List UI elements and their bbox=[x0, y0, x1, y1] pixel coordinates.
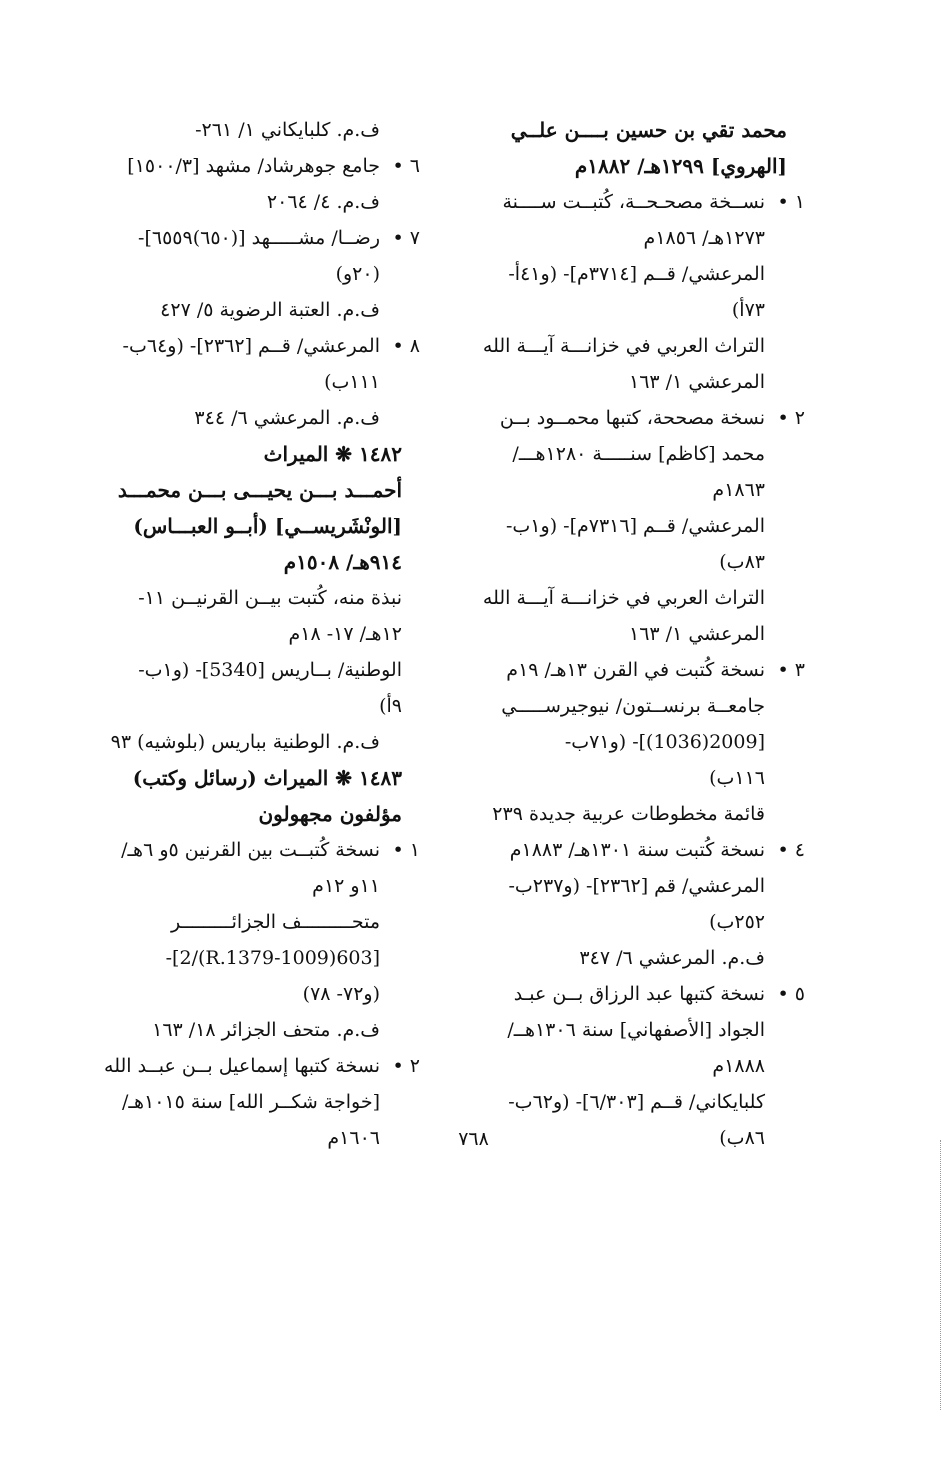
text-line: [2009(1036)]- (و٧١ب- bbox=[564, 731, 765, 753]
text-line: ١٨٨٨م bbox=[712, 1055, 765, 1077]
item-number: ١ • bbox=[392, 839, 420, 861]
text-line: ١١٦ب) bbox=[709, 767, 765, 789]
text-line: [خواجة شكــر الله] سنة ١٠١٥هـ/ bbox=[122, 1091, 380, 1113]
text-line: المرعشي/ قم [٢٣٦٢]- (و٢٣٧ب- bbox=[508, 875, 765, 897]
text-line: (٢٠و) bbox=[335, 263, 380, 285]
text-line: الجواد [الأصفهاني] سنة ١٣٠٦هــ/ bbox=[507, 1019, 765, 1041]
item-number: ٢ • bbox=[392, 1055, 420, 1077]
item-number: ٨ • bbox=[392, 335, 420, 357]
text-line: متحـــــــــف الجزائـــــــــر bbox=[171, 911, 380, 933]
list-item bbox=[457, 976, 805, 1012]
list-item bbox=[457, 832, 805, 868]
text-line: المرعشي ١/ ١٦٣ bbox=[629, 371, 765, 393]
item-number: ٢ • bbox=[777, 407, 805, 429]
text-line: التراث العربي في خزانـــة آيـــة الله bbox=[482, 587, 765, 609]
list-item bbox=[457, 400, 805, 436]
item-text: رضــا/ مشـــــهد [(٦٥٠)٦٥٥٩]- bbox=[138, 227, 380, 249]
text-line: ٧٣أ) bbox=[731, 299, 765, 321]
text-line: ف.م. العتبة الرضوية ٥/ ٤٢٧ bbox=[160, 299, 380, 321]
entry-heading: [الهروي] ١٢٩٩هـ/ ١٨٨٢م bbox=[574, 154, 787, 178]
list-item bbox=[457, 184, 805, 220]
list-item bbox=[62, 220, 420, 256]
text-line: ف.م. المرعشي ٦/ ٣٤٧ bbox=[579, 947, 765, 969]
item-number: ٦ • bbox=[392, 155, 420, 177]
entry-heading: ١٤٨٢ ❋ الميراث bbox=[263, 442, 402, 466]
text-line: ٩أ) bbox=[379, 695, 402, 717]
text-line: ف.م. ٤/ ٢٠٦٤ bbox=[266, 191, 380, 213]
right-column bbox=[457, 112, 805, 1156]
item-number: ٧ • bbox=[392, 227, 420, 249]
text-line: الوطنية/ بــاريس [5340]- (و١ب- bbox=[138, 659, 402, 681]
list-item bbox=[457, 652, 805, 688]
text-line: قائمة مخطوطات عربية جديدة ٢٣٩ bbox=[492, 803, 765, 825]
item-number: ٣ • bbox=[777, 659, 805, 681]
item-number: ٥ • bbox=[777, 983, 805, 1005]
text-line: المرعشي ١/ ١٦٣ bbox=[629, 623, 765, 645]
text-line: ١٨٦٣م bbox=[712, 479, 765, 501]
item-text: نسخة كُتبت سنة ١٣٠١هـ/ ١٨٨٣م bbox=[509, 839, 765, 861]
text-line: (و٧٢- ٧٨) bbox=[302, 983, 380, 1005]
text-line: ١٢هـ/ ١٧- ١٨م bbox=[288, 623, 402, 645]
item-text: نسخة مصححة، كتبها محمــود بــن bbox=[499, 407, 765, 429]
text-line: ٨٣ب) bbox=[719, 551, 765, 573]
left-column bbox=[62, 112, 420, 1156]
item-text: المرعشي/ قــم [٢٣٦٢]- (و٦٤ب- bbox=[122, 335, 380, 357]
text-line: ١١و ١٢م bbox=[312, 875, 380, 897]
text-line: ف.م. المرعشي ٦/ ٣٤٤ bbox=[194, 407, 380, 429]
list-item bbox=[62, 148, 420, 184]
item-number: ١ • bbox=[777, 191, 805, 213]
text-line: [603(1009-R.1379)/2]- bbox=[165, 947, 380, 969]
text-line: ١٦٠٦م bbox=[327, 1127, 380, 1149]
list-item bbox=[62, 832, 420, 868]
text-line: ف.م. متحف الجزائر ١٨/ ١٦٣ bbox=[152, 1019, 380, 1041]
item-text: نســخة مصحـحــة، كُتبــت ســــنة bbox=[502, 191, 765, 213]
entry-heading: [الونْشَريســي] (أبــو العبـــاس) bbox=[133, 514, 402, 538]
item-number: ٤ • bbox=[777, 839, 805, 861]
list-item bbox=[62, 1048, 420, 1084]
text-line: ١٢٧٣هـ/ ١٨٥٦م bbox=[643, 227, 765, 249]
entry-heading: ١٤٨٣ ❋ الميراث (رسائل وكتب) bbox=[132, 766, 402, 790]
item-text: نسخة كتبها إسماعيل بــن عبــد الله bbox=[104, 1055, 380, 1077]
text-line: المرعشي/ قــم [٧٣١٦م]- (و١ب- bbox=[505, 515, 765, 537]
item-text: جامع جوهرشاد/ مشهد [١٥٠٠/٣] bbox=[127, 155, 380, 177]
text-line: ف.م. كلبايكاني ١/ ٢٦١- bbox=[195, 119, 380, 141]
text-line: كلبايكاني/ قــم [٦/٣٠٣]- (و٦٢ب- bbox=[508, 1091, 765, 1113]
text-line: المرعشي/ قــم [٣٧١٤م]- (و٤١أ- bbox=[508, 263, 765, 285]
item-text: نسخة كُتبــت بين القرنين ٥و ٦هـ/ bbox=[121, 839, 380, 861]
entry-heading: ٩١٤هـ/ ١٥٠٨م bbox=[283, 550, 402, 574]
text-line: محمد [كاظم] سنـــــة ١٢٨٠هـــ/ bbox=[512, 443, 765, 465]
page-number: ٧٦٨ bbox=[458, 1128, 489, 1150]
margin-rule bbox=[939, 1140, 941, 1410]
text-line: التراث العربي في خزانـــة آيـــة الله bbox=[482, 335, 765, 357]
text-line: ٢٥٢ب) bbox=[709, 911, 765, 933]
entry-heading: محمد تقي بن حسين بــــن علــي bbox=[510, 118, 787, 142]
text-line: ١١١ب) bbox=[324, 371, 380, 393]
entry-heading: أحمـــد بـــن يحيـــى بـــن محمـــد bbox=[117, 478, 402, 502]
text-line: ٨٦ب) bbox=[719, 1127, 765, 1149]
entry-heading: مؤلفون مجهولون bbox=[258, 802, 402, 826]
item-text: نسخة كتبها عبد الرزاق بــن عبـد bbox=[513, 983, 765, 1005]
list-item bbox=[62, 328, 420, 364]
text-line: ف.م. الوطنية بباريس (بلوشيه) ٩٣ bbox=[110, 731, 380, 753]
text-line: جامعــة برنســتون/ نيوجيرســـــي bbox=[501, 695, 765, 717]
text-line: نبذة منه، كُتبت بيــن القرنيــن ١١- bbox=[138, 587, 402, 609]
item-text: نسخة كُتبت في القرن ١٣هـ/ ١٩م bbox=[506, 659, 765, 681]
